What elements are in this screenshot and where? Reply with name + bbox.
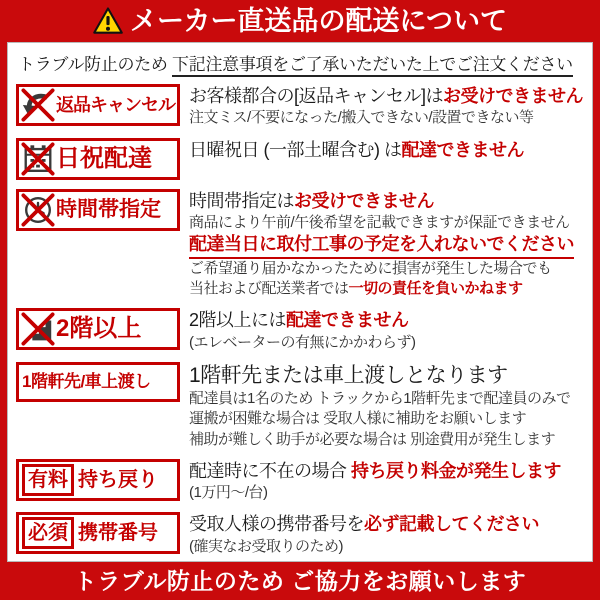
return-cancel-text — [189, 84, 584, 129]
text-segment: 1階軒先または車上渡しとなります — [189, 363, 508, 387]
page-title: メーカー直送品の配送について — [130, 5, 507, 36]
redelivery-fee-label: 持ち戻り — [78, 468, 158, 491]
sunday-holiday-delivery-text — [189, 138, 584, 162]
return-cancel-icon — [21, 88, 55, 122]
text-segment: 当社および配送業者では — [189, 279, 349, 297]
footer-text: トラブル防止のため ご協力をお願いします — [73, 567, 527, 594]
text-segment: (確実なお受取りのため) — [189, 537, 343, 555]
text-line — [189, 460, 584, 483]
emphasis-segment: 一切の責任を負いかねます — [348, 279, 523, 297]
text-segment: (エレベーターの有無にかかわらず) — [189, 333, 416, 351]
section-sunday-holiday-delivery — [16, 138, 584, 180]
sunday-holiday-delivery-label-box — [16, 138, 180, 180]
second-floor-or-above-label: 2階以上 — [56, 315, 142, 343]
text-line — [189, 309, 584, 332]
text-segment: (1万円〜/台) — [189, 484, 268, 502]
section-time-slot-request — [16, 189, 584, 300]
stairs-icon — [21, 312, 55, 346]
time-slot-request-text — [189, 189, 584, 300]
text-line — [189, 409, 584, 429]
text-segment: 運搬が困難な場合は 受取人様に補助をお願いします — [189, 410, 527, 428]
text-line — [189, 279, 584, 299]
section-mobile-number-required — [16, 512, 584, 557]
time-slot-request-label: 時間帯指定 — [56, 198, 161, 222]
text-line — [189, 213, 584, 233]
text-line — [189, 108, 584, 128]
footer — [0, 562, 600, 600]
mobile-number-required-badge: 必須 — [22, 517, 74, 549]
section-ground-floor-handover — [16, 362, 584, 450]
second-floor-or-above-text — [189, 308, 584, 353]
text-line — [189, 537, 584, 557]
text-segment: 日曜祝日 (一部土曜含む) は — [189, 139, 402, 160]
subtitle — [18, 50, 584, 75]
subtitle-plain: トラブル防止のため — [18, 55, 173, 74]
mobile-number-required-label-box — [16, 512, 180, 554]
emphasis-segment: 配達できません — [286, 310, 409, 331]
redelivery-fee-label-box — [16, 459, 180, 501]
warning-triangle-icon — [93, 6, 123, 36]
notice-panel — [7, 42, 593, 562]
emphasis-segment: 必ず記載してください — [364, 514, 539, 535]
time-slot-request-label-box — [16, 189, 180, 231]
emphasis-segment: お受けできません — [443, 86, 584, 106]
text-segment: 時間帯指定は — [189, 190, 294, 211]
calendar-icon — [21, 142, 55, 176]
emphasis-segment: お受けできません — [294, 190, 434, 211]
text-line — [189, 259, 584, 279]
mobile-number-required-label: 携帯番号 — [78, 522, 158, 545]
redelivery-fee-text — [189, 459, 584, 504]
text-segment: 商品により午前/午後希望を記載できますが保証できません — [189, 214, 570, 232]
text-segment: 2階以上には — [189, 310, 287, 331]
text-segment: 配達員は1名のため トラックから1階軒先まで配達員のみで — [189, 390, 571, 408]
text-line — [189, 333, 584, 353]
text-line — [189, 233, 584, 258]
sections — [16, 84, 584, 557]
return-cancel-label: 返品キャンセル — [56, 95, 175, 115]
text-segment: 補助が難しく助手が必要な場合は 別途費用が発生します — [189, 430, 556, 448]
emphasis-segment: 配達当日に取付工事の予定を入れないでください — [189, 233, 574, 258]
sunday-holiday-delivery-label: 日祝配達 — [56, 144, 152, 172]
text-line — [189, 139, 584, 162]
text-line — [189, 513, 584, 536]
text-line — [189, 483, 584, 503]
ground-floor-handover-text — [189, 362, 584, 450]
clock-icon — [21, 193, 55, 227]
text-segment: お客様都合の[返品キャンセル]は — [189, 86, 444, 106]
emphasis-segment: 配達できません — [401, 139, 524, 160]
text-line — [189, 430, 584, 450]
mobile-number-required-text — [189, 512, 584, 557]
text-line — [189, 389, 584, 409]
text-line — [189, 190, 584, 213]
second-floor-or-above-label-box — [16, 308, 180, 350]
emphasis-segment: 持ち戻り料金が発生します — [351, 460, 562, 481]
section-return-cancel — [16, 84, 584, 129]
section-second-floor-or-above — [16, 308, 584, 353]
return-cancel-label-box — [16, 84, 180, 126]
text-line — [189, 85, 584, 108]
text-segment: 受取人様の携帯番号を — [189, 514, 364, 535]
subtitle-underlined: 下記注意事項をご了承いただいた上でご注文ください — [172, 55, 573, 77]
section-redelivery-fee — [16, 459, 584, 504]
header — [0, 0, 600, 42]
text-segment: ご希望通り届かなかったために損害が発生した場合でも — [189, 259, 552, 277]
ground-floor-handover-label: 1階軒先/車上渡し — [22, 372, 151, 392]
text-segment: 配達時に不在の場合 — [189, 460, 352, 481]
text-segment: 注文ミス/不要になった/搬入できない/設置できない等 — [189, 109, 534, 127]
text-line — [189, 363, 584, 389]
ground-floor-handover-label-box — [16, 362, 180, 402]
redelivery-fee-badge: 有料 — [22, 464, 74, 496]
